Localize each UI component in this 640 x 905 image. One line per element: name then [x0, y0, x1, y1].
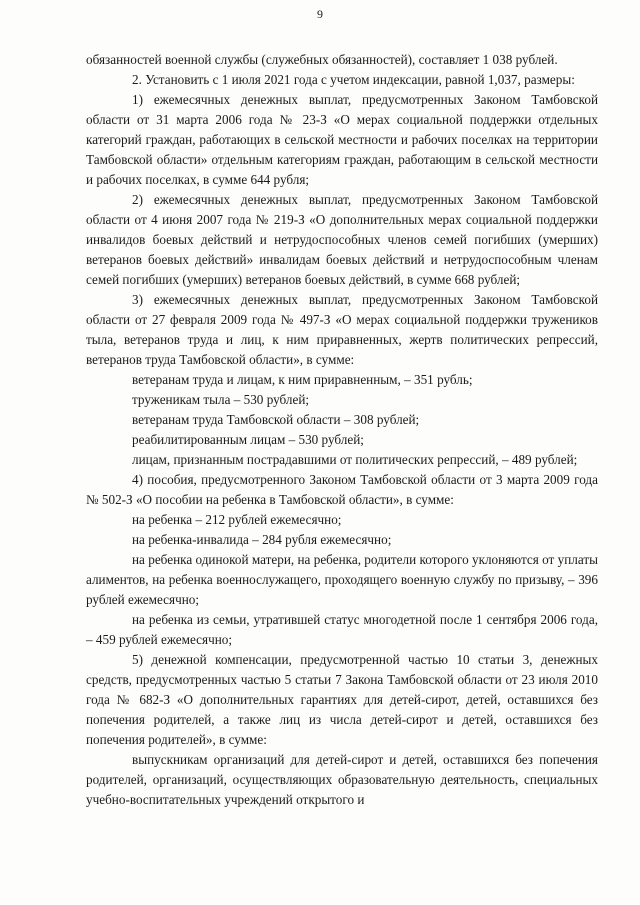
- list-item: ветеранам труда Тамбовской области – 308 рублей;: [132, 412, 420, 427]
- paragraph-clause-2: 2. Установить с 1 июля 2021 года с учетом индексации, равной 1,037, размеры:: [132, 72, 575, 87]
- list-item: выпускникам организаций для детей-сирот и детей, оставшихся без попечения родителей, организаций, осуществляющих образовательную деятельность, специальных учебно-воспитательных учреждений открытого и: [86, 752, 598, 807]
- page-number: 9: [317, 7, 323, 21]
- paragraph-item-2: 2) ежемесячных денежных выплат, предусмотренных Законом Тамбовской области от 4 июня 2007 года № 219-З «О дополнительных мерах социальной поддержки инвалидов боевых действий и нетрудоспособных членов семей погибших (умерших) ветеранов боевых действий» инвалидам боевых действий и нетрудоспособным членам семей погибших (умерших) ветеранов боевых действий, в сумме 668 рублей;: [86, 192, 598, 287]
- list-item: на ребенка-инвалида – 284 рубля ежемесячно;: [132, 532, 392, 547]
- document-body: [86, 50, 598, 810]
- list-item: на ребенка – 212 рублей ежемесячно;: [132, 512, 342, 527]
- paragraph-item-5: 5) денежной компенсации, предусмотренной частью 10 статьи 3, денежных средств, предусмотренных частью 5 статьи 7 Закона Тамбовской области от 23 июля 2010 года № 682-З «О дополнительных гарантиях для детей-сирот, детей, оставшихся без попечения родителей, а также лиц из числа детей-сирот и детей, оставшихся без попечения родителей», в сумме:: [86, 652, 598, 747]
- list-item: на ребенка из семьи, утратившей статус многодетной после 1 сентября 2006 года, – 459 рублей ежемесячно;: [86, 612, 598, 647]
- paragraph-continuation: обязанностей военной службы (служебных обязанностей), составляет 1 038 рублей.: [86, 52, 558, 67]
- list-item: реабилитированным лицам – 530 рублей;: [132, 432, 364, 447]
- paragraph-item-1: 1) ежемесячных денежных выплат, предусмотренных Законом Тамбовской области от 31 марта 2006 года № 23-З «О мерах социальной поддержки отдельных категорий граждан, работающих в сельской местности и рабочих поселках на территории Тамбовской области» отдельным категориям граждан, работающим в сельской местности и рабочих поселках, в сумме 644 рубля;: [86, 92, 598, 187]
- paragraph-item-3: 3) ежемесячных денежных выплат, предусмотренных Законом Тамбовской области от 27 февраля 2009 года № 497-З «О мерах социальной поддержки тружеников тыла, ветеранов труда и лиц, к ним приравненных, жертв политических репрессий, ветеранов труда Тамбовской области», в сумме:: [86, 292, 598, 367]
- paragraph-item-4: 4) пособия, предусмотренного Законом Тамбовской области от 3 марта 2009 года № 502-З «О пособии на ребенка в Тамбовской области», в сумме:: [86, 472, 598, 507]
- list-item: на ребенка одинокой матери, на ребенка, родители которого уклоняются от уплаты алиментов, на ребенка военнослужащего, проходящего военную службу по призыву, – 396 рублей ежемесячно;: [86, 552, 598, 607]
- list-item: ветеранам труда и лицам, к ним приравненным, – 351 рубль;: [132, 372, 473, 387]
- list-item: лицам, признанным пострадавшими от политических репрессий, – 489 рублей;: [132, 452, 578, 467]
- list-item: труженикам тыла – 530 рублей;: [132, 392, 310, 407]
